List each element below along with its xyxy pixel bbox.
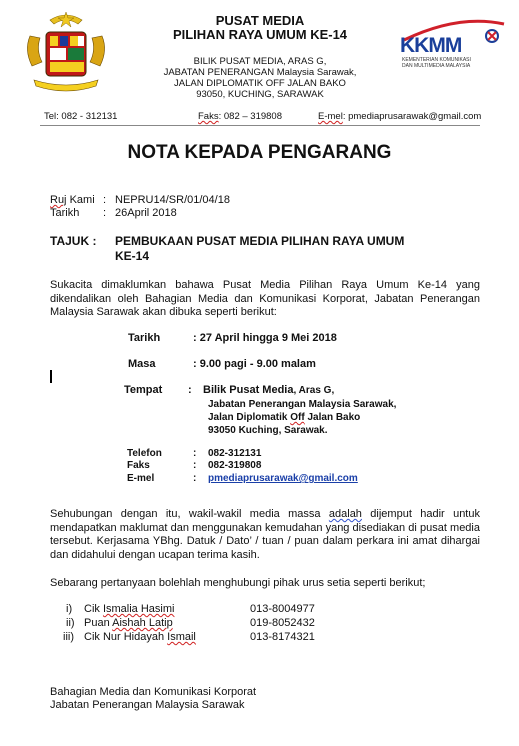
- detail-tarikh-label: Tarikh: [128, 332, 161, 344]
- detail-masa-value: : 9.00 pagi - 9.00 malam: [193, 358, 316, 370]
- list-item-1-phone: 013-8004977: [250, 603, 315, 615]
- contact-email-label: E-mel: [127, 473, 155, 484]
- contact-telefon-colon: :: [193, 448, 197, 459]
- detail-tempat-label: Tempat: [124, 384, 163, 396]
- list-item-1-name: Cik Ismalia Hasimi: [84, 603, 175, 615]
- malaysia-coat-of-arms-logo: [20, 10, 112, 98]
- tarikh-value: 26April 2018: [115, 207, 177, 219]
- header-faks: [198, 111, 282, 122]
- kkmm-logo: [398, 14, 508, 78]
- header-address-line-2: JABATAN PENERANGAN Malaysia Sarawak,: [163, 67, 357, 78]
- header-address-line-1: BILIK PUSAT MEDIA, ARAS G,: [193, 56, 327, 67]
- contact-telefon-value: 082-312131: [208, 448, 262, 459]
- detail-tempat-line-2: Jabatan Penerangan Malaysia Sarawak,: [208, 399, 397, 410]
- paragraph-enquiry: Sebarang pertanyaan bolehlah menghubungi pihak urus setia seperti berikut;: [50, 577, 426, 589]
- contact-faks-label: Faks: [127, 460, 150, 471]
- paragraph-invitation: Sehubungan dengan itu, wakil-wakil media massa adalah dijemput hadir untuk mendapatkan maklumat dan menggunakan kemudahan yang disediakan di pusat media tersebut. Kerjasama YBhg. Datuk / Dato’ / tuan / puan dalam perkara ini amat dihargai dan didahului dengan ucapan terima kasih.: [50, 508, 480, 561]
- faks-value: : 082 – 319808: [218, 111, 282, 122]
- contact-telefon-label: Telefon: [127, 448, 162, 459]
- detail-tempat-colon: :: [188, 384, 192, 396]
- tajuk-line-1: PEMBUKAAN PUSAT MEDIA PILIHAN RAYA UMUM: [115, 234, 405, 248]
- list-item-2-name: Puan Aishah Latip: [84, 617, 173, 629]
- list-item-2-num: ii): [66, 617, 75, 629]
- tajuk-label: TAJUK :: [50, 234, 97, 248]
- ruj-colon: :: [103, 194, 107, 206]
- contact-faks-value: 082-319808: [208, 460, 262, 471]
- text-cursor: [50, 370, 52, 383]
- ruj-label: Ruj Kami: [50, 194, 95, 206]
- header-tel: Tel: 082 - 312131: [44, 111, 118, 122]
- document-title: NOTA KEPADA PENGARANG: [127, 142, 392, 163]
- list-item-3-num: iii): [63, 631, 74, 643]
- kkmm-subtext-2: DAN MULTIMEDIA MALAYSIA: [402, 63, 471, 69]
- ruj-value: NEPRU14/SR/01/04/18: [115, 194, 230, 206]
- email-value: : pmediaprusarawak@gmail.com: [342, 111, 482, 122]
- header-divider: [40, 125, 480, 126]
- header-address-line-4: 93050, KUCHING, SARAWAK: [196, 89, 324, 100]
- header-subtitle: PILIHAN RAYA UMUM KE-14: [172, 27, 348, 42]
- list-item-2-phone: 019-8052432: [250, 617, 315, 629]
- tarikh-label: Tarikh: [50, 207, 80, 219]
- detail-tempat-line-4: 93050 Kuching, Sarawak.: [208, 425, 328, 436]
- detail-tempat-line-3: Jalan Diplomatik Off Jalan Bako: [208, 412, 361, 423]
- detail-masa-label: Masa: [128, 358, 156, 370]
- header-email: [318, 111, 481, 122]
- tajuk-line-2: KE-14: [115, 249, 150, 263]
- footer-line-1: Bahagian Media dan Komunikasi Korporat: [50, 686, 257, 698]
- faks-label: Faks: [198, 111, 219, 122]
- detail-tarikh-value: : 27 April hingga 9 Mei 2018: [193, 332, 337, 344]
- list-item-3-name: Cik Nur Hidayah Ismail: [84, 631, 196, 643]
- email-label: E-mel: [318, 111, 343, 122]
- kkmm-subtext-1: KEMENTERIAN KOMUNIKASI: [402, 57, 471, 63]
- contact-faks-colon: :: [193, 460, 197, 471]
- kkmm-text: KKMM: [400, 34, 462, 57]
- header-address-line-3: JALAN DIPLOMATIK OFF JALAN BAKO: [174, 78, 346, 89]
- footer-line-2: Jabatan Penerangan Malaysia Sarawak: [50, 699, 245, 711]
- contact-email-colon: :: [193, 473, 197, 484]
- list-item-1-num: i): [66, 603, 73, 615]
- header-title: PUSAT MEDIA: [215, 13, 305, 28]
- list-item-3-phone: 013-8174321: [250, 631, 315, 643]
- detail-tempat-line-1: Bilik Pusat Media, Aras G,: [203, 384, 335, 396]
- tarikh-colon: :: [103, 207, 107, 219]
- contact-email-link[interactable]: pmediaprusarawak@gmail.com: [208, 473, 358, 484]
- intro-paragraph: Sukacita dimaklumkan bahawa Pusat Media Pilihan Raya Umum Ke-14 yang dikendalikan oleh Bahagian Media dan Komunikasi Korporat, Jabatan Penerangan Malaysia Sarawak akan dibuka seperti berikut:: [50, 279, 480, 318]
